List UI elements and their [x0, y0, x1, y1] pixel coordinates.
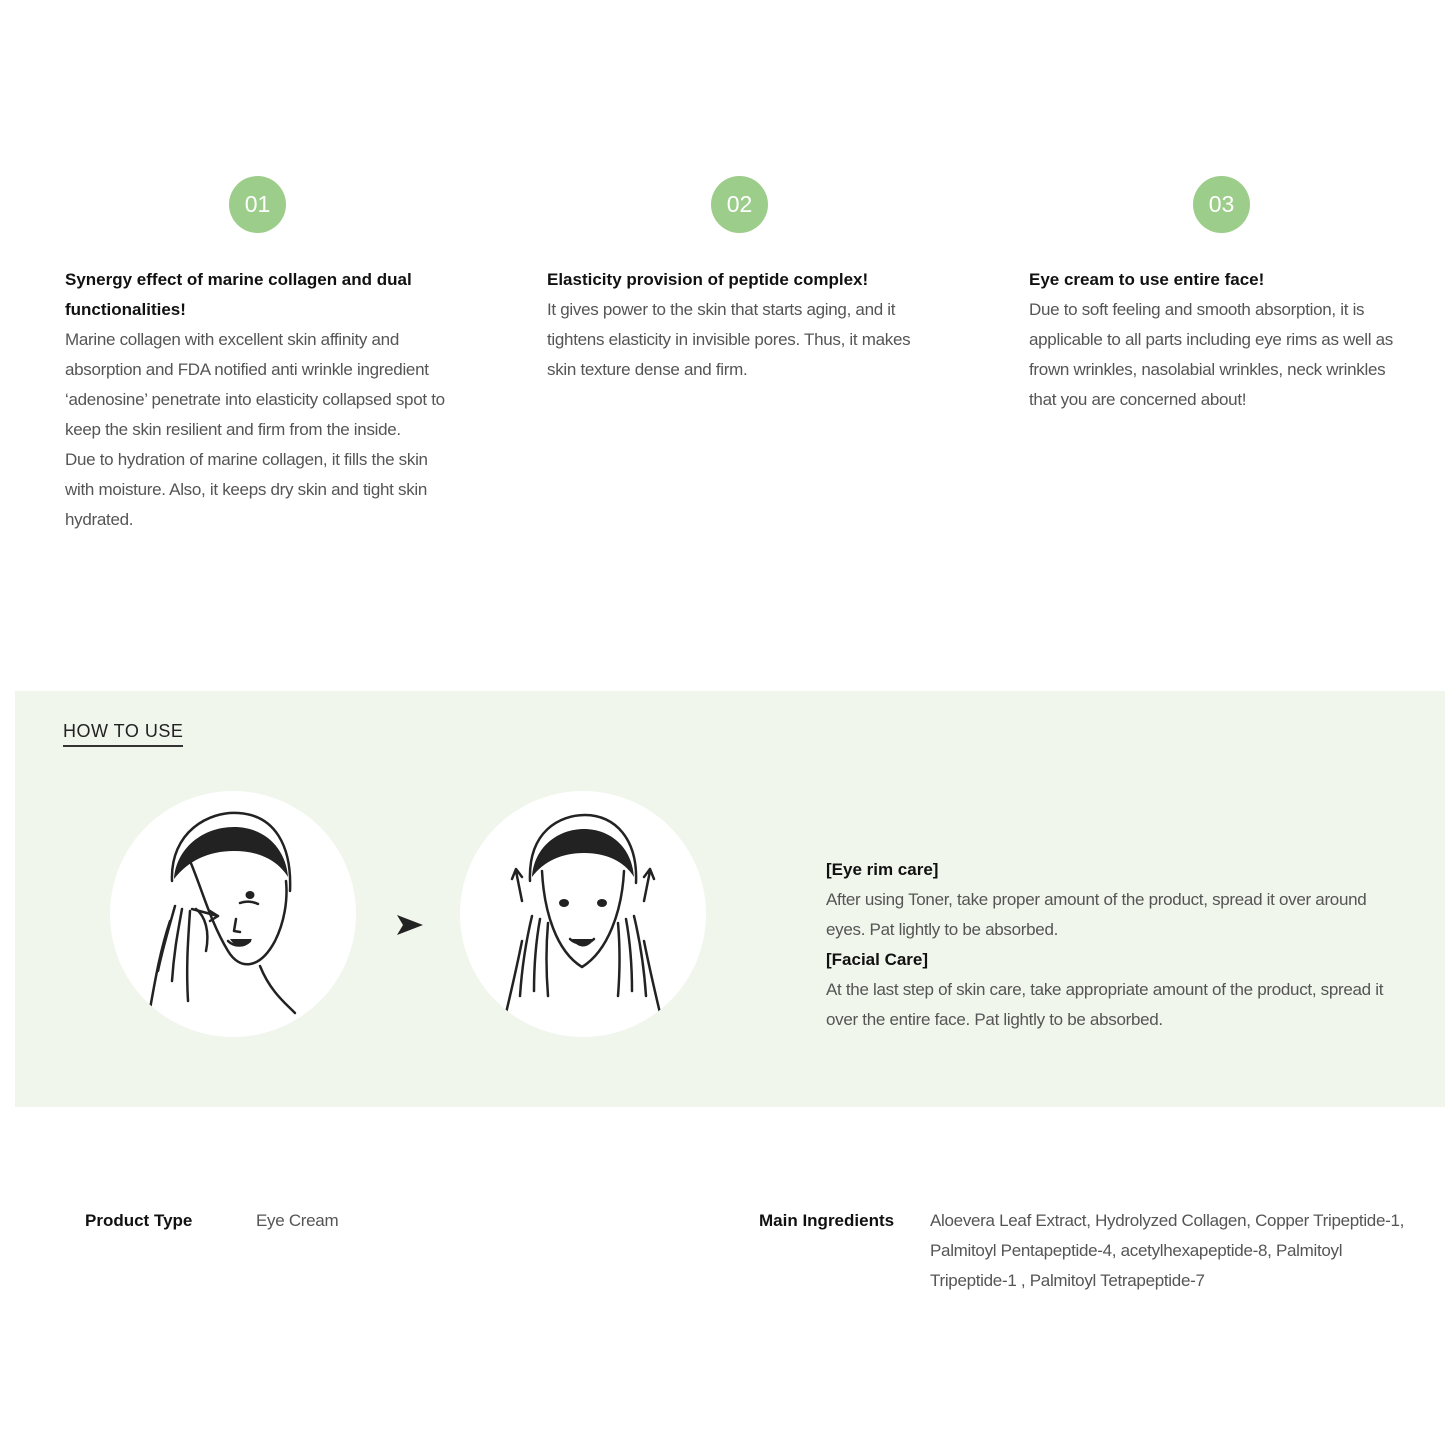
- feature-02: [547, 176, 932, 385]
- feature-body-2: Due to hydration of marine collagen, it fills the skin with moisture. Also, it keeps dry skin and tight skin hydrated.: [65, 450, 428, 529]
- step-text: At the last step of skin care, take appropriate amount of the product, spread it over the entire face. Pat lightly to be absorbed.: [826, 980, 1384, 1029]
- step-heading: [Eye rim care]: [826, 860, 939, 879]
- feature-03: [1029, 176, 1414, 415]
- feature-badge: 02: [711, 176, 768, 233]
- how-to-use-title: HOW TO USE: [63, 721, 183, 747]
- arrow-right-icon: [395, 913, 425, 937]
- face-icon: [110, 791, 356, 1037]
- feature-title: Synergy effect of marine collagen and dual functionalities!: [65, 270, 412, 319]
- product-type-label: Product Type: [85, 1211, 193, 1230]
- feature-title: Elasticity provision of peptide complex!: [547, 270, 869, 289]
- facial-care-illustration: [460, 791, 706, 1037]
- face-icon: [460, 791, 706, 1037]
- feature-title: Eye cream to use entire face!: [1029, 270, 1265, 289]
- feature-body: Marine collagen with excellent skin affinity and absorption and FDA notified anti wrinkle ingredient ‘adenosine’ penetrate into elasticity collapsed spot to keep the skin resilient and firm from the inside.: [65, 330, 445, 439]
- eye-rim-care-illustration: [110, 791, 356, 1037]
- feature-01: [65, 176, 450, 535]
- ingredients-value: Aloevera Leaf Extract, Hydrolyzed Collagen, Copper Tripeptide-1, Palmitoyl Pentapeptide-4, acetylhexapeptide-8, Palmitoyl Tripeptide-1 , Palmitoyl Tetrapeptide-7: [930, 1211, 1405, 1290]
- step-text: After using Toner, take proper amount of the product, spread it over around eyes. Pat lightly to be absorbed.: [826, 890, 1367, 939]
- feature-body: Due to soft feeling and smooth absorption, it is applicable to all parts including eye rims as well as frown wrinkles, nasolabial wrinkles, neck wrinkles that you are concerned about!: [1029, 300, 1393, 409]
- feature-body: It gives power to the skin that starts aging, and it tightens elasticity in invisible pores. Thus, it makes skin texture dense and firm.: [547, 300, 911, 379]
- instructions: [826, 855, 1386, 1035]
- product-type-value: Eye Cream: [256, 1211, 339, 1230]
- how-to-use-panel: [15, 691, 1445, 1107]
- ingredients-label: Main Ingredients: [759, 1211, 895, 1230]
- step-heading: [Facial Care]: [826, 950, 929, 969]
- feature-badge: 03: [1193, 176, 1250, 233]
- feature-badge: 01: [229, 176, 286, 233]
